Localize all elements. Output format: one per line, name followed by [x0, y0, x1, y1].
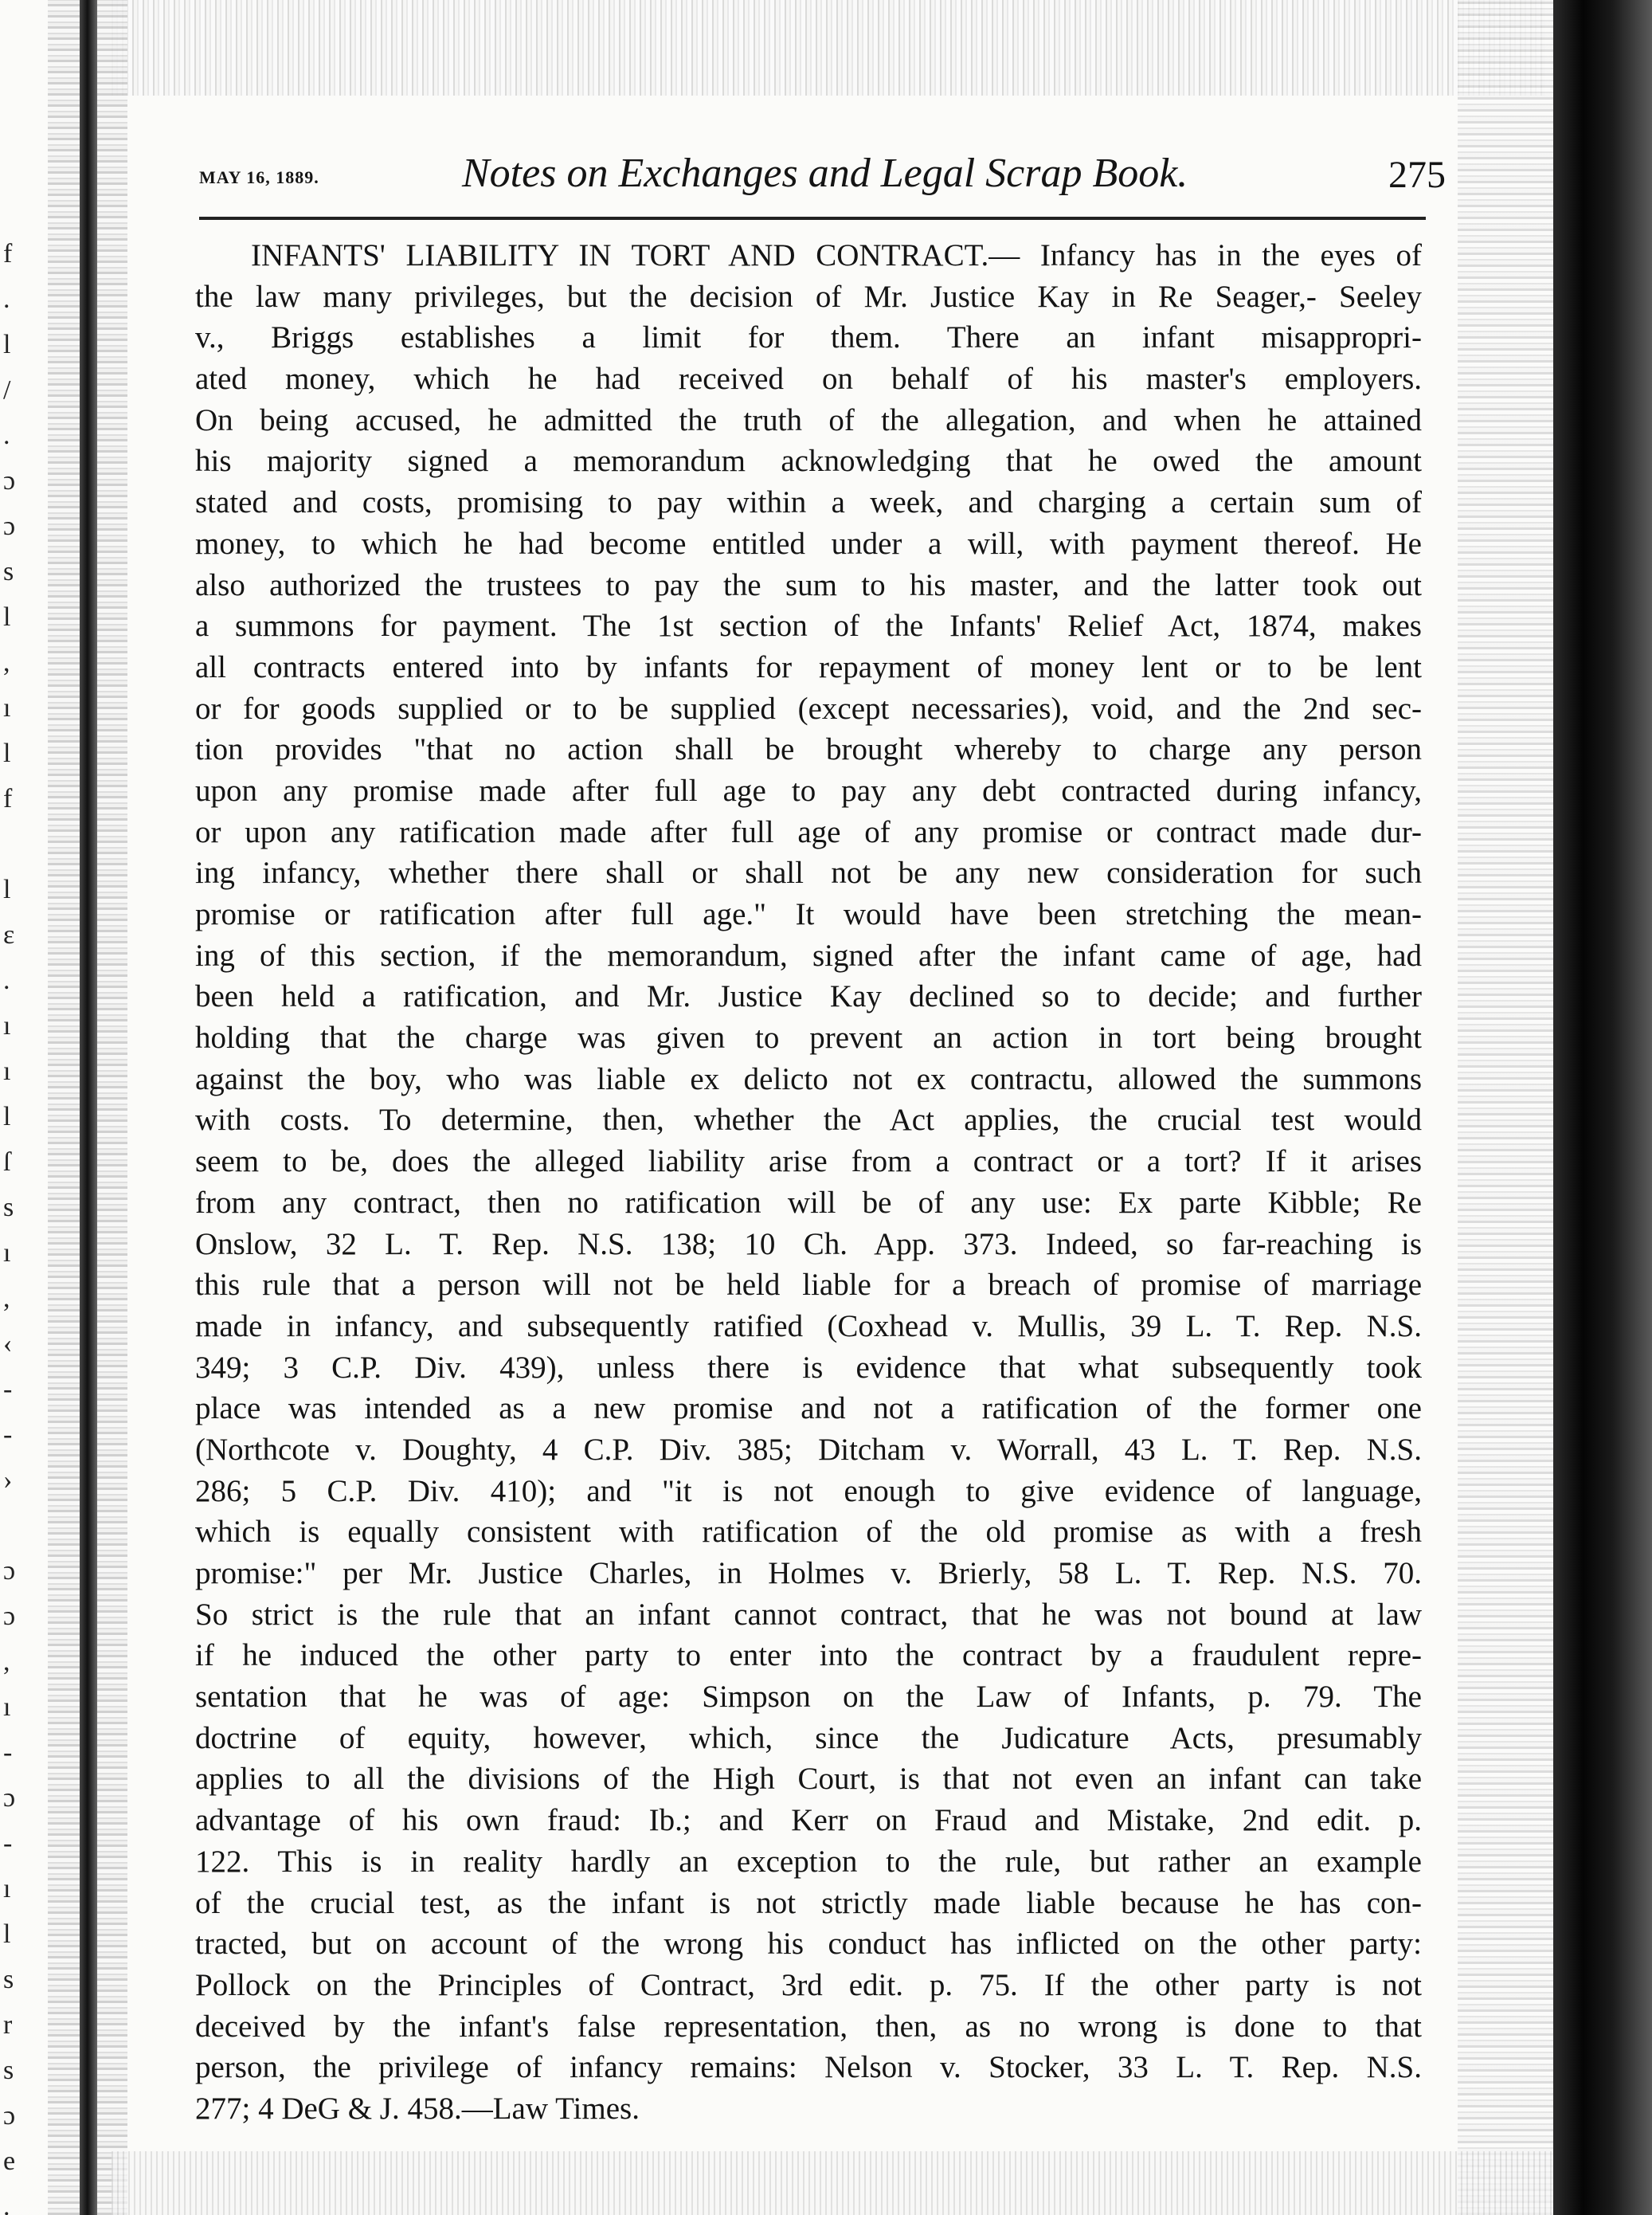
text-line: a summons for payment. The 1st section of the Infants' Relief Act, 1874, makes [195, 609, 1422, 644]
margin-mark: / [3, 375, 11, 405]
margin-mark: ɔ [3, 512, 16, 541]
margin-mark: l [3, 739, 11, 768]
text-line: sentation that he was of age: Simpson on the Law of Infants, p. 79. The [195, 1680, 1422, 1715]
margin-mark: l [3, 330, 11, 359]
margin-mark: ɔ [3, 1601, 16, 1631]
text-line: from any contract, then no ratification will be of any use: Ex parte Kibble; Re [195, 1185, 1422, 1220]
text-line: place was intended as a new promise and not a ratification of the former one [195, 1391, 1422, 1426]
text-line: stated and costs, promising to pay within a week, and charging a certain sum of [195, 485, 1422, 520]
text-line: which is equally consistent with ratification of the old promise as with a fresh [195, 1515, 1422, 1550]
text-line: with costs. To determine, then, whether the Act applies, the crucial test would [195, 1103, 1422, 1138]
margin-mark [3, 821, 27, 867]
text-line: Onslow, 32 L. T. Rep. N.S. 138; 10 Ch. App. 373. Indeed, so far-reaching is [195, 1226, 1422, 1261]
text-line: or upon any ratification made after full age of any promise or contract made dur- [195, 814, 1422, 849]
margin-bleed-marks [3, 231, 27, 2215]
article-body [195, 235, 1422, 2130]
text-line: if he induced the other party to enter into the contract by a fraudulent repre- [195, 1638, 1422, 1673]
margin-mark: ı [3, 1011, 11, 1041]
margin-mark: l [3, 875, 11, 904]
text-line: tracted, but on account of the wrong his conduct has inflicted on the other party: [195, 1927, 1422, 1962]
header-title: Notes on Exchanges and Legal Scrap Book. [462, 151, 1188, 196]
margin-mark: ſ [3, 1147, 11, 1177]
margin-mark: ɔ [3, 466, 16, 496]
margin-mark: ı [3, 1692, 11, 1722]
text-line: tion provides "that no action shall be brought whereby to charge any person [195, 732, 1422, 767]
text-line: doctrine of equity, however, which, since the Judicature Acts, presumably [195, 1720, 1422, 1755]
margin-mark: . [3, 284, 10, 314]
text-line: seem to be, does the alleged liability arise from a contract or a tort? If it arises [195, 1144, 1422, 1179]
margin-mark: ɛ [3, 920, 15, 950]
margin-mark: . [3, 966, 10, 995]
text-line: against the boy, who was liable ex delicto not ex contractu, allowed the summons [195, 1061, 1422, 1096]
text-line: v., Briggs establishes a limit for them. There an infant misappropri- [195, 320, 1422, 355]
text-line: Pollock on the Principles of Contract, 3rd edit. p. 75. If the other party is not [195, 1967, 1422, 2002]
margin-mark: - [3, 1420, 13, 1449]
scan-edge-top [112, 0, 1545, 96]
text-line: been held a ratification, and Mr. Justice Kay declined so to decide; and further [195, 979, 1422, 1014]
text-line: promise:" per Mr. Justice Charles, in Holmes v. Brierly, 58 L. T. Rep. N.S. 70. [195, 1556, 1422, 1590]
margin-mark: , [3, 648, 10, 677]
text-line: 277; 4 DeG & J. 458.—Law Times. [195, 2091, 640, 2126]
margin-mark: ‹ [3, 1329, 13, 1358]
text-line: ing of this section, if the memorandum, signed after the infant came of age, had [195, 938, 1422, 973]
text-line: all contracts entered into by infants for repayment of money lent or to be lent [195, 649, 1422, 684]
margin-mark: s [3, 1965, 14, 1994]
text-line: made in infancy, and subsequently ratified (Coxhead v. Mullis, 39 L. T. Rep. N.S. [195, 1308, 1422, 1343]
header-rule [199, 217, 1426, 220]
margin-mark [3, 1503, 27, 1548]
margin-mark: ɔ [3, 2101, 16, 2131]
scan-edge-bottom [112, 2151, 1553, 2215]
text-line: deceived by the infant's false representation, then, as no wrong is done to that [195, 2009, 1422, 2044]
text-line: this rule that a person will not be held liable for a breach of promise of marriage [195, 1268, 1422, 1303]
margin-mark: , [3, 1647, 10, 1676]
margin-mark: - [3, 1738, 13, 1767]
margin-mark: ɔ [3, 1783, 16, 1813]
margin-mark: l [3, 1102, 11, 1131]
text-line: of the crucial test, as the infant is not strictly made liable because he has con- [195, 1885, 1422, 1920]
text-line: 349; 3 C.P. Div. 439), unless there is evidence that what subsequently took [195, 1350, 1422, 1385]
running-header [199, 150, 1446, 198]
text-line: holding that the charge was given to prevent an action in tort being brought [195, 1021, 1422, 1056]
text-line: (Northcote v. Doughty, 4 C.P. Div. 385; Ditcham v. Worrall, 43 L. T. Rep. N.S. [195, 1432, 1422, 1467]
text-line: ing infancy, whether there shall or shall not be any new consideration for such [195, 856, 1422, 891]
margin-mark: s [3, 1193, 14, 1222]
text-line: also authorized the trustees to pay the sum to his master, and the latter took out [195, 567, 1422, 602]
margin-mark: ı [3, 1238, 11, 1268]
margin-mark: l [3, 1919, 11, 1949]
margin-mark: › [3, 1465, 13, 1495]
page-number: 275 [1388, 154, 1446, 196]
text-line: upon any promise made after full age to pay any debt contracted during infancy, [195, 773, 1422, 808]
margin-mark: . [3, 2192, 10, 2215]
binding-shadow-right [1553, 0, 1652, 2215]
margin-mark: ı [3, 693, 11, 723]
text-line: INFANTS' LIABILITY IN TORT AND CONTRACT.— Infancy has in the eyes of [251, 238, 1422, 272]
margin-mark: f [3, 784, 13, 813]
text-line: the law many privileges, but the decision of Mr. Justice Kay in Re Seager,- Seeley [195, 279, 1422, 314]
margin-mark: s [3, 557, 14, 586]
text-line: On being accused, he admitted the truth of the allegation, and when he attained [195, 402, 1422, 437]
binding-shadow-left [80, 0, 97, 2215]
margin-mark: s [3, 2056, 14, 2085]
text-line: 286; 5 C.P. Div. 410); and "it is not enough to give evidence of language, [195, 1473, 1422, 1508]
text-line: person, the privilege of infancy remains: Nelson v. Stocker, 33 L. T. Rep. N.S. [195, 2050, 1422, 2085]
text-line: his majority signed a memorandum acknowledging that he owed the amount [195, 444, 1422, 479]
margin-mark: . [3, 421, 10, 450]
margin-mark: - [3, 1374, 13, 1404]
text-line: 122. This is in reality hardly an exception to the rule, but rather an example [195, 1844, 1422, 1879]
text-line: applies to all the divisions of the High Court, is that not even an infant can take [195, 1762, 1422, 1797]
margin-mark: ı [3, 1874, 11, 1903]
text-line: advantage of his own fraud: Ib.; and Kerr on Fraud and Mistake, 2nd edit. p. [195, 1803, 1422, 1838]
margin-mark: f [3, 239, 13, 269]
margin-mark: ɔ [3, 1556, 16, 1586]
margin-mark: ı [3, 1057, 11, 1086]
margin-mark: - [3, 1829, 13, 1858]
margin-mark: e [3, 2146, 16, 2176]
scan-edge-right [1458, 0, 1561, 2215]
text-line: So strict is the rule that an infant cannot contract, that he was not bound at law [195, 1597, 1422, 1632]
text-line: or for goods supplied or to be supplied (except necessaries), void, and the 2nd sec- [195, 691, 1422, 726]
header-date: MAY 16, 1889. [199, 167, 319, 187]
margin-mark: l [3, 602, 11, 632]
margin-mark: , [3, 1284, 10, 1313]
text-line: ated money, which he had received on behalf of his master's employers. [195, 362, 1422, 397]
text-line: promise or ratification after full age." It would have been stretching the mean- [195, 897, 1422, 931]
margin-mark: r [3, 2010, 13, 2040]
text-line: money, to which he had become entitled under a will, with payment thereof. He [195, 526, 1422, 561]
